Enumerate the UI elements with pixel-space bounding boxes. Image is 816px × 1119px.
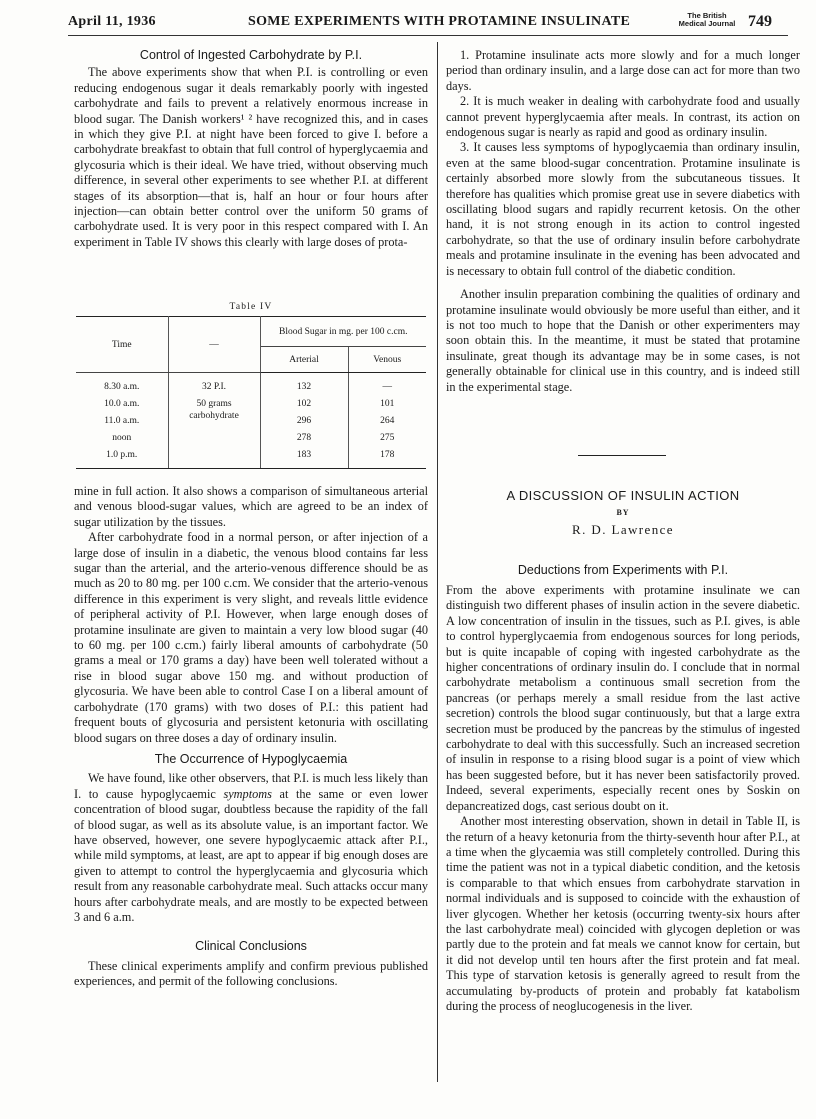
header-journal [675,12,739,28]
right-column-lower [446,583,800,1014]
table-cell-time: 10.0 a.m. [76,396,168,413]
table-cell-time: 1.0 p.m. [76,447,168,469]
article-by: BY [616,508,630,517]
column-divider [437,42,438,1082]
table-row [76,430,426,447]
section-rule [578,455,666,456]
heading-control-carbohydrate: Control of Ingested Carbohydrate by P.I. [139,48,363,62]
table-header-arterial: Arterial [260,347,348,373]
hypo-text-a: We have found, like other observers, that P.I. is much less likely than I. to cause hypoglycaemic [74,771,428,801]
table-cell-agent: 32 P.I. [168,373,260,396]
paragraph-arterio-venous: After carbohydrate food in a normal person, or after injection of a large dose of insulin in a diabetic, the venous blood contains far less sugar than the arterial, and the arterio-venous difference should be as much as 20 to 80 mg. per 100 c.cm. We consider that the arterio-venous difference in this experiment is very slight, and reveals little evidence of peripheral activity of P.I. However, when large enough doses of protamine insulinate are given to maintain a very low blood sugar (40 to 60 mg. per 100 c.cm.) fairly liberal amounts of carbohydrate (50 grams a meal or 170 grams a day) have been well tolerated without a rise in blood sugar above 150 mg. and without production of glycosuria. We have been able to control Case I on a liberal amount of carbohydrate (170 grams) with two doses of P.I.: this patient had frequent bouts of glycosuria and persistent ketonuria with oscillating blood sugars on three doses a day of ordinary insulin. [74,530,428,745]
table-cell-arterial: 132 [260,373,348,396]
header-date: April 11, 1936 [68,14,156,29]
conclusion-2: 2. It is much weaker in dealing with carbohydrate food and usually cannot prevent hyperglycaemia after meals. In contrast, its action on endogenous sugar is nearly as rapid and good as ordinary insulin. [446,94,800,140]
paragraph-conclusions-intro: These clinical experiments amplify and confirm previous published experiences, and permit of the following conclusions. [74,958,428,989]
header-journal-line-2: Medical Journal [678,19,736,28]
table-cell-agent [168,447,260,469]
right-column-upper [446,48,800,395]
table-cell-venous: — [382,382,392,392]
left-column-upper [74,48,428,250]
table-caption: Table IV [229,302,273,312]
table-cell-time: 11.0 a.m. [76,413,168,430]
conclusion-1: 1. Protamine insulinate acts more slowly and for a much longer period than ordinary insulin, and a large dose can act for more than two days. [446,48,800,93]
page-number: 749 [748,13,772,30]
running-header [68,6,788,36]
header-journal-line-1: The British [687,11,727,20]
article-title: A DISCUSSION OF INSULIN ACTION [506,488,740,503]
paragraph-another-preparation: Another insulin preparation combining the qualities of ordinary and protamine insulinate would obviously be more useful than either, and it is not too much to hope that the Danish or other experimenters may soon obtain this. In the meantime, it must be stated that protamine insulinate, great though its advantage may be in some cases, is not generally obtainable for clinical use in this country, and is indeed still in the experimental stage. [446,287,800,394]
table-row [76,373,426,396]
table-cell-time: noon [76,430,168,447]
hypo-text-emphasis: symptoms [223,786,272,801]
paragraph-deductions: From the above experiments with protamine insulinate we can distinguish two different phases of insulin action in the severe diabetic. A low concentration of insulin in the tissues, such as P.I. gives, is able to control hyperglycaemia from endogenous sources for long periods, but is quite incapable of coping with ingested carbohydrate as the higher concentrations of ordinary insulin do. I conclude that in normal carbohydrate metabolism a continuous small secretion from the pancreas (or perhaps merely a small residue from the last active secretion) controls the blood sugar continuously, but that a large extra secretion must be produced by the pancreas by the stimulus of ingested carbohydrate to deal with this successfully. Such an increased secretion of insulin in response to a rising blood sugar is a point of view which has been suggested before, but it has never been satisfactorily proved. Indeed, several experiments, especially recent ones by Soskin on depancreatized dogs, cast serious doubt on it. [446,583,800,813]
table-cell-arterial: 278 [260,430,348,447]
table-header-time: Time [76,317,168,373]
table-row [76,396,426,413]
table-agent-line-2: carbohydrate [189,410,239,421]
table-header-blood-sugar: Blood Sugar in mg. per 100 c.cm. [260,317,426,347]
heading-hypoglycaemia: The Occurrence of Hypoglycaemia [154,751,348,766]
paragraph-hypoglycaemia [74,771,428,925]
header-rule [68,35,788,36]
table-iv [76,316,426,469]
table-cell-arterial: 102 [260,396,348,413]
paragraph-control: The above experiments show that when P.I. is controlling or even reducing endogenous sugar it deals remarkably poorly with ingested carbohydrate and fails to prevent a relatively enormous increase in blood sugar. The Danish workers¹ ² have recognized this, and in cases in which they give P.I. at night have been forced to give I. before a carbohydrate breakfast to obtain that full control of hyperglycaemia and glycosuria which is their ideal. We have tried, without observing much difference, in several other experiments to see whether P.I. at different stages of its absorption—that is, half an hour or four hours after injection—can obtain better control over the uniform 50 grams of carbohydrate used. It is very poor in this respect compared with I. An experiment in Table IV shows this clearly with large doses of prota- [74,65,428,249]
heading-clinical-conclusions: Clinical Conclusions [195,939,307,954]
table-agent-line-1: 50 grams [196,398,232,409]
table-cell-venous: 275 [380,432,395,443]
table-cell-venous: 264 [380,415,395,426]
header-title: SOME EXPERIMENTS WITH PROTAMINE INSULINATE [248,14,631,29]
table-cell-agent [168,430,260,447]
conclusion-3: 3. It causes less symptoms of hypoglycaemia than ordinary insulin, even at the same blood-sugar concentration. Protamine insulinate is certainly absorbed more slowly from the subcutaneous tissues. It therefore has qualities which promise great use in severe diabetics with oscillating blood sugars and rapidly recurrent ketosis. On the other hand, it is not strong enough in its action to control ingested carbohydrate, so that the use of ordinary insulin before carbohydrate meals and protamine insulinate in the evening has been advocated and is necessary to obtain full control of the diabetic condition. [446,140,800,278]
table-header-venous: Venous [348,347,426,373]
paragraph-continued: mine in full action. It also shows a comparison of simultaneous arterial and venous blood-sugar values, which are agreed to be an index of sugar utilization by the tissues. [74,484,428,529]
table-cell-time: 8.30 a.m. [76,373,168,396]
hypo-text-b: at the same or even lower concentration of blood sugar, doubtless because the rapidity of the fall of blood sugar, as well as its absolute value, is an important factor. We have observed, however, one severe hypoglycaemic attack after P.I., while mild symptoms, at least, are apt to appear if big enough doses are given to attempt to control the hyperglycaemia and glycosuria which result from any reasonable carbohydrate meal. Such attacks occur many hours after carbohydrate meals, and are mostly to be expected between 3 and 6 a.m. [74,786,428,924]
table-header-agent: — [168,317,260,373]
subheading-deductions: Deductions from Experiments with P.I. [517,563,729,577]
table-cell-venous: 178 [348,447,426,469]
left-column-lower [74,484,428,990]
article-author: R. D. Lawrence [572,522,674,537]
paragraph-ketonuria: Another most interesting observation, shown in detail in Table II, is the return of a heavy ketonuria from the thirty-seventh hour after P.I., at a time when the glycaemia was still completely controlled. During this time the patient was not in a typical diabetic condition, and the ketosis is comparable to that which ensues from carbohydrate starvation in normal individuals and is supposed to coincide with the exhaustion of liver glycogen. Whether her ketosis (occurring twenty-six hours after the last carbohydrate meal) coincided with glycogen depletion or was partly due to the protein and fat meals we cannot know for certain, but it did not develop until ten hours after the first protein and fat meal. This type of starvation ketosis is generally agreed to result from the accumulating by-products of protein and probably fat katabolism during the process of neoglucogenesis in the liver. [446,814,800,1013]
table-cell-arterial: 296 [260,413,348,430]
table-cell-agent [168,396,260,430]
table-cell-arterial: 183 [260,447,348,469]
table-row [76,447,426,469]
table-cell-venous: 101 [380,398,395,409]
